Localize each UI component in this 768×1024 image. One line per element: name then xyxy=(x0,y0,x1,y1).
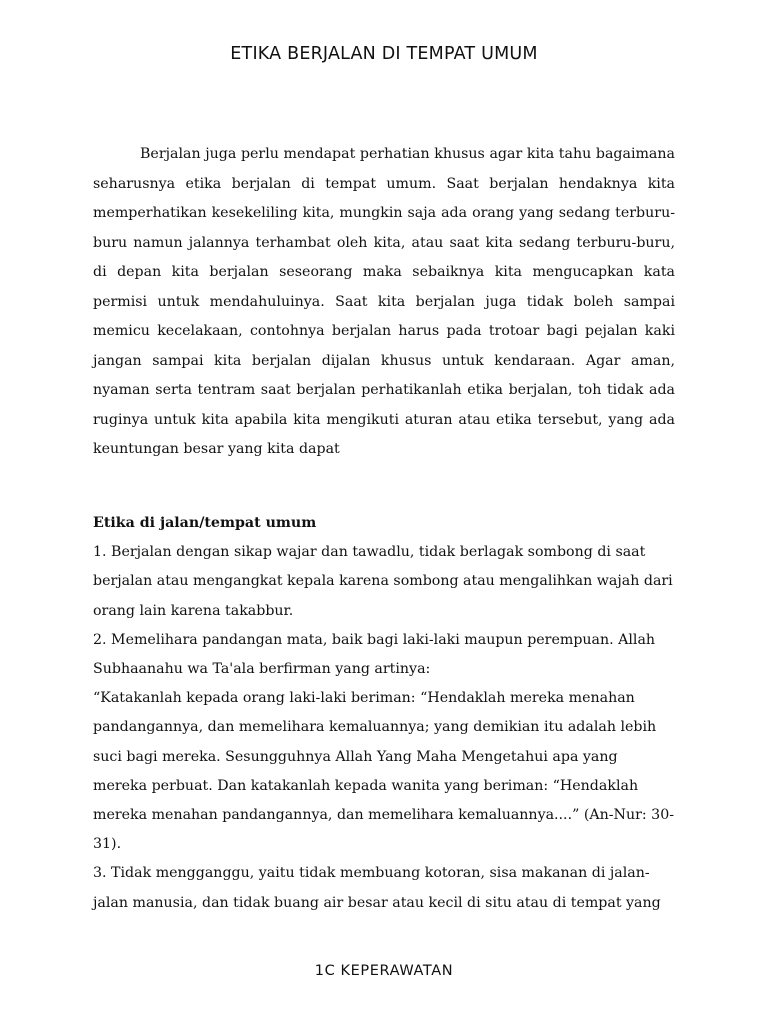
page-title: ETIKA BERJALAN DI TEMPAT UMUM xyxy=(230,44,538,64)
list-item-1: 1. Berjalan dengan sikap wajar dan tawadlu, tidak berlagak sombong di saat berjalan atau mengangkat kepala karena sombong atau mengalihkan wajah dari orang lain karena takabbur. xyxy=(93,544,673,619)
page-footer: 1C KEPERAWATAN xyxy=(314,963,454,979)
list-item-3: 3. Tidak mengganggu, yaitu tidak membuang kotoran, sisa makanan di jalan-jalan manusia, dan tidak buang air besar atau kecil di situ atau di tempat yang xyxy=(93,865,661,911)
list-item-2: 2. Memelihara pandangan mata, baik bagi laki-laki maupun perempuan. Allah Subhaanahu wa Ta'ala berfirman yang artinya: xyxy=(93,631,656,678)
quote-paragraph: “Katakanlah kepada orang laki-laki beriman: “Hendaklah mereka menahan pandangannya, dan memelihara kemaluannya; yang demikian itu adalah lebih suci bagi mereka. Sesungguhnya Allah Yang Maha Mengetahui apa yang mereka perbuat. Dan katakanlah kepada wanita yang beriman: “Hendaklah mereka menahan pandangannya, dan memelihara kemaluannya....” (An-Nur: 30-31). xyxy=(93,690,675,853)
intro-paragraph: Berjalan juga perlu mendapat perhatian khusus agar kita tahu bagaimana seharusnya etika berjalan di tempat umum. Saat berjalan hendaknya kita memperhatikan kesekeliling kita, mungkin saja ada orang yang sedang terburu-buru namun jalannya terhambat oleh kita, atau saat kita sedang terburu-buru, di depan kita berjalan seseorang maka sebaiknya kita mengucapkan kata permisi untuk mendahuluinya. Saat kita berjalan juga tidak boleh sampai memicu kecelakaan, contohnya berjalan harus pada trotoar bagi pejalan kaki jangan sampai kita berjalan dijalan khusus untuk kendaraan. Agar aman, nyaman serta tentram saat berjalan perhatikanlah etika berjalan, toh tidak ada ruginya untuk kita apabila kita mengikuti aturan atau etika tersebut, yang ada keuntungan besar yang kita dapat xyxy=(93,146,675,457)
etiquette-section xyxy=(93,509,675,918)
section-heading: Etika di jalan/tempat umum xyxy=(93,515,317,531)
